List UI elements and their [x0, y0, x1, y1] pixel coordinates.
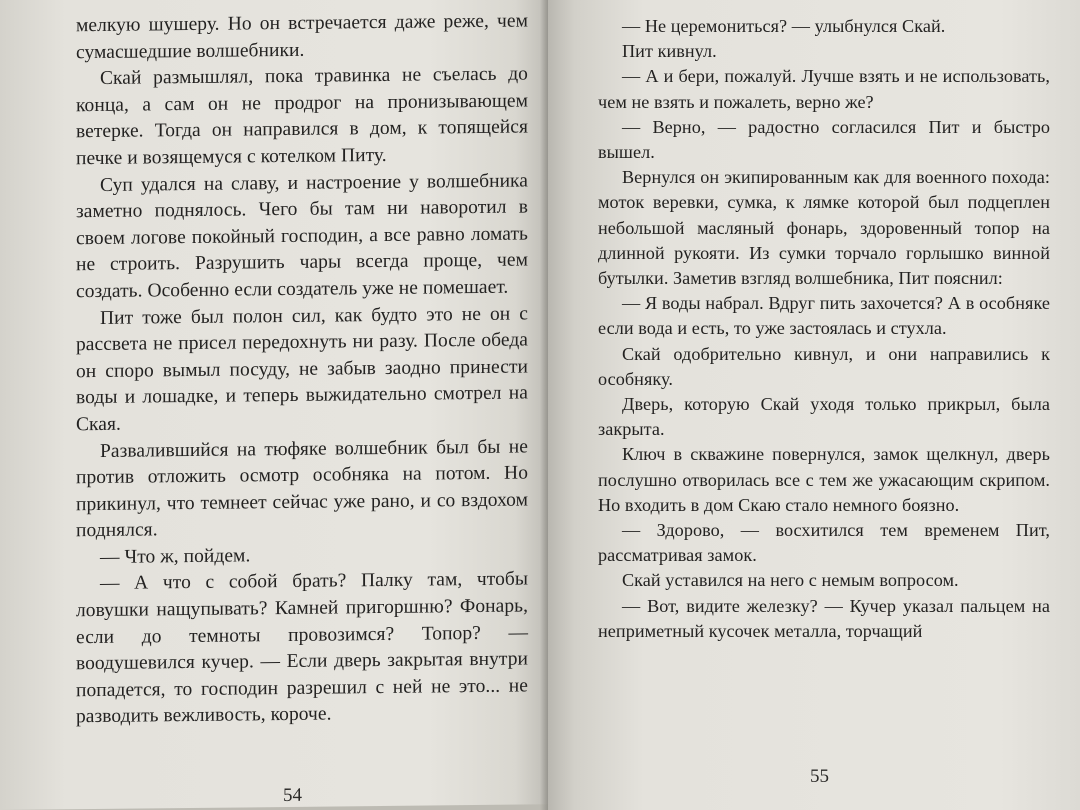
right-page-text — [598, 14, 1050, 644]
paragraph: Суп удался на славу, и настроение у волшебника заметно поднялось. Чего бы там ни наворотил в своем логове покойный господин, а все равно ломать не строить. Разрушить чары всегда проще, чем создать. Особенно если создатель уже не помешает. — [76, 170, 528, 303]
paragraph: Дверь, которую Скай уходя только прикрыл, была закрыта. — [598, 394, 1050, 440]
paragraph: — Вот, видите железку? — Кучер указал пальцем на неприметный кусочек металла, торчащий — [598, 595, 1050, 641]
paragraph: — А и бери, пожалуй. Лучше взять и не использовать, чем не взять и пожалеть, верно же? — [598, 66, 1050, 112]
paragraph: — А что с собой брать? Палку там, чтобы ловушки нащупывать? Камней пригоршню? Фонарь, если до темноты провозимся? Топор? — воодушевился кучер. — Если дверь закрытая внутри попадется, то господин разрешил с ней не это... не разводить вежливость, короче. — [76, 568, 528, 728]
paragraph: Скай размышлял, пока травинка не съелась до конца, а сам он не продрог на пронизывающем ветерке. Тогда он направился в дом, к топящейся печке и возящемуся с котелком Питу. — [76, 63, 528, 170]
paragraph: — Верно, — радостно согласился Пит и быстро вышел. — [598, 116, 1050, 163]
paragraph: Скай одобрительно кивнул, и они направились к особняку. — [598, 343, 1050, 389]
paragraph: Ключ в скважине повернулся, замок щелкнул, дверь послушно отворилась все с тем же ужасающим скрипом. Но входить в дом Скаю стало немного боязно. — [598, 444, 1050, 515]
paragraph: Пит кивнул. — [622, 41, 717, 62]
paragraph: Развалившийся на тюфяке волшебник был бы не против отложить осмотр особняка на потом. Но прикинул, что темнеет сейчас уже рано, и со вздохом поднялся. — [76, 435, 528, 542]
left-page-text — [76, 8, 528, 731]
paragraph: — Что ж, пойдем. — [100, 545, 251, 568]
right-page — [548, 0, 1080, 810]
paragraph: — Здорово, — восхитился тем временем Пит, рассматривая замок. — [598, 520, 1050, 566]
paragraph: Пит тоже был полон сил, как будто это не он с рассвета не присел передохнуть ни разу. После обеда он споро вымыл посуду, не забыв заодно принести воды и лошадке, и теперь выжидательно смотрел на Ская. — [76, 303, 528, 436]
page-number-left: 54 — [283, 784, 302, 807]
paragraph: Вернулся он экипированным как для военного похода: моток веревки, сумка, к лямке которой был подцеплен небольшой масляный фонарь, здоровенный топор на длинной рукояти. Из сумки торчало горлышко винной бутылки. Заметив взгляд волшебника, Пит пояснил: — [598, 167, 1050, 289]
paragraph: Скай уставился на него с немым вопросом. — [622, 570, 959, 591]
paragraph: — Я воды набрал. Вдруг пить захочется? А в особняке если вода и есть, то уже застоялась и стухла. — [598, 293, 1050, 339]
paragraph: — Не церемониться? — улыбнулся Скай. — [622, 16, 946, 36]
paragraph: мелкую шушеру. Но он встречается даже реже, чем сумасшедшие волшебники. — [76, 10, 528, 63]
page-number-right: 55 — [810, 766, 829, 787]
